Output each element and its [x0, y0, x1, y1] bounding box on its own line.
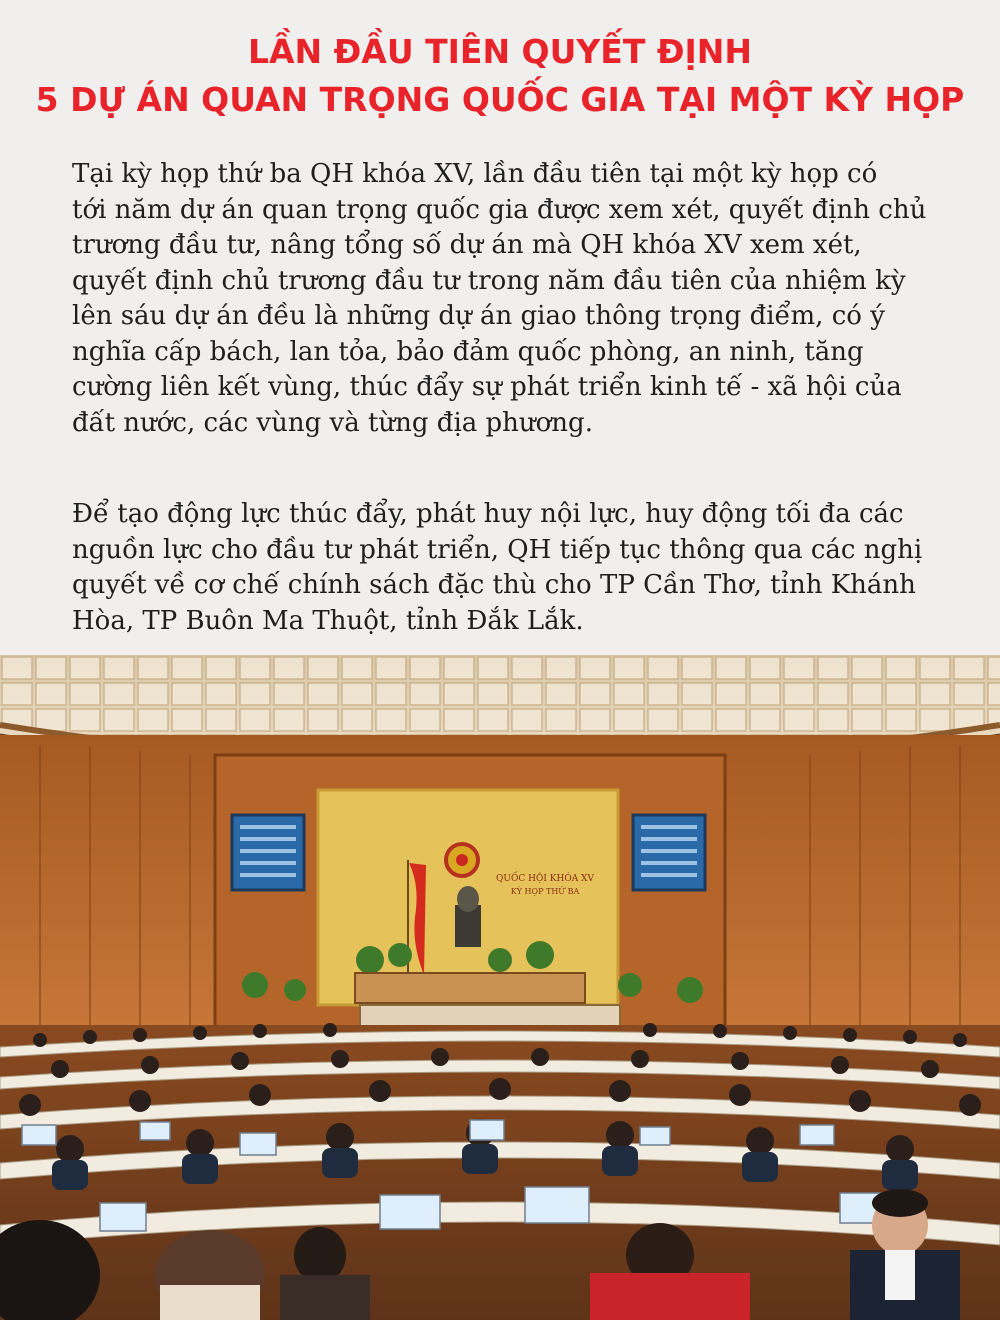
paragraph-1 — [72, 157, 942, 441]
paragraph-line: Hòa, TP Buôn Ma Thuột, tỉnh Đắk Lắk. — [72, 605, 584, 636]
paragraph-line: Tại kỳ họp thứ ba QH khóa XV, lần đầu tiên tại một kỳ họp có — [72, 159, 878, 189]
paragraph-line: quyết định chủ trương đầu tư trong năm đầu tiên của nhiệm kỳ — [72, 265, 906, 296]
paragraph-line: đất nước, các vùng và từng địa phương. — [72, 407, 593, 438]
paragraph-line: quyết về cơ chế chính sách đặc thù cho TP Cần Thơ, tỉnh Khánh — [72, 570, 916, 600]
paragraph-line: tới năm dự án quan trọng quốc gia được xem xét, quyết định chủ — [72, 194, 927, 225]
placard-line-2: KỲ HỌP THỨ BA — [510, 887, 580, 896]
title-line-2: 5 DỰ ÁN QUAN TRỌNG QUỐC GIA TẠI MỘT KỲ HỌP — [35, 80, 965, 119]
paragraph-line: nguồn lực cho đầu tư phát triển, QH tiếp tục thông qua các nghị — [72, 534, 923, 565]
paragraph-line: Để tạo động lực thúc đẩy, phát huy nội lực, huy động tối đa các — [72, 499, 904, 529]
paragraph-line: trương đầu tư, nâng tổng số dự án mà QH khóa XV xem xét, — [72, 230, 862, 260]
paragraph-2 — [72, 497, 942, 639]
page-title — [0, 28, 1000, 124]
paragraph-line: lên sáu dự án đều là những dự án giao thông trọng điểm, có ý — [72, 301, 885, 331]
placard-line-1: QUỐC HỘI KHÓA XV — [496, 874, 594, 884]
title-line-1: LẦN ĐẦU TIÊN QUYẾT ĐỊNH — [247, 32, 753, 71]
assembly-hall-photo — [0, 655, 1000, 1320]
paragraph-line: cường liên kết vùng, thúc đẩy sự phát triển kinh tế - xã hội của — [72, 372, 902, 402]
paragraph-line: nghĩa cấp bách, lan tỏa, bảo đảm quốc phòng, an ninh, tăng — [72, 336, 864, 367]
